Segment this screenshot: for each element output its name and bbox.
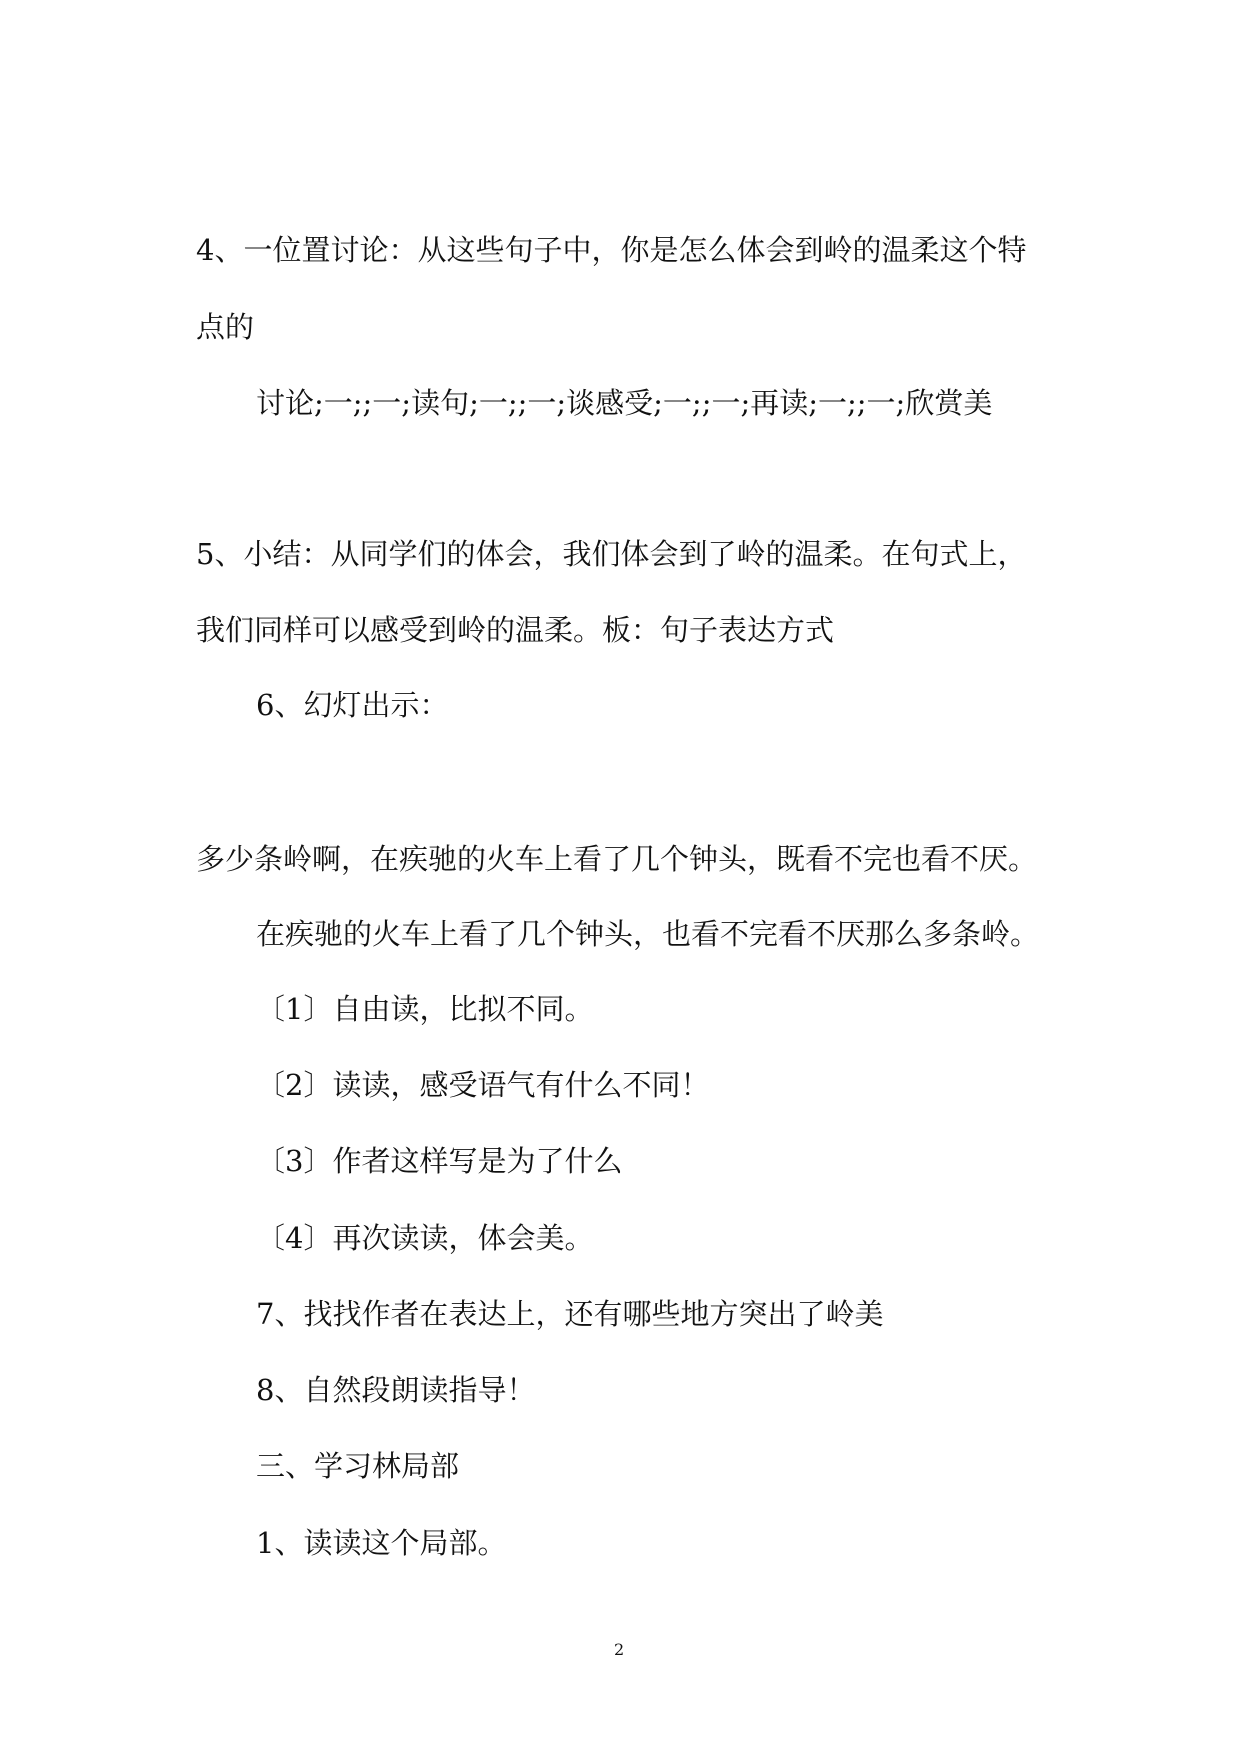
text-line: 讨论;一;;一;读句;一;;一;谈感受;一;;一;再读;一;;一;欣赏美: [256, 386, 993, 420]
text-line: 〔4〕再次读读，体会美。: [256, 1221, 594, 1255]
text-line: 点的: [196, 310, 255, 344]
text-line: 5、小结：从同学们的体会，我们体会到了岭的温柔。在句式上，: [196, 537, 1027, 571]
text-line: 8、自然段朗读指导！: [256, 1373, 536, 1407]
text-line: 1、读读这个局部。: [256, 1526, 507, 1560]
text-line: 多少条岭啊，在疾驰的火车上看了几个钟头，既看不完也看不厌。: [196, 842, 1038, 876]
text-line: 我们同样可以感受到岭的温柔。板：句子表达方式: [196, 613, 835, 647]
text-line: 7、找找作者在表达上，还有哪些地方突出了岭美: [256, 1297, 884, 1331]
text-line: 〔3〕作者这样写是为了什么: [256, 1144, 623, 1178]
text-line: 〔1〕自由读，比拟不同。: [256, 992, 594, 1026]
text-line: 〔2〕读读，感受语气有什么不同！: [256, 1068, 710, 1102]
text-line: 4、一位置讨论：从这些句子中，你是怎么体会到岭的温柔这个特: [196, 233, 1027, 267]
text-line: 在疾驰的火车上看了几个钟头，也看不完看不厌那么多条岭。: [256, 917, 1040, 951]
page-number: 2: [614, 1640, 625, 1659]
text-line: 6、幻灯出示：: [256, 688, 449, 722]
text-line: 三、学习林局部: [256, 1449, 460, 1483]
